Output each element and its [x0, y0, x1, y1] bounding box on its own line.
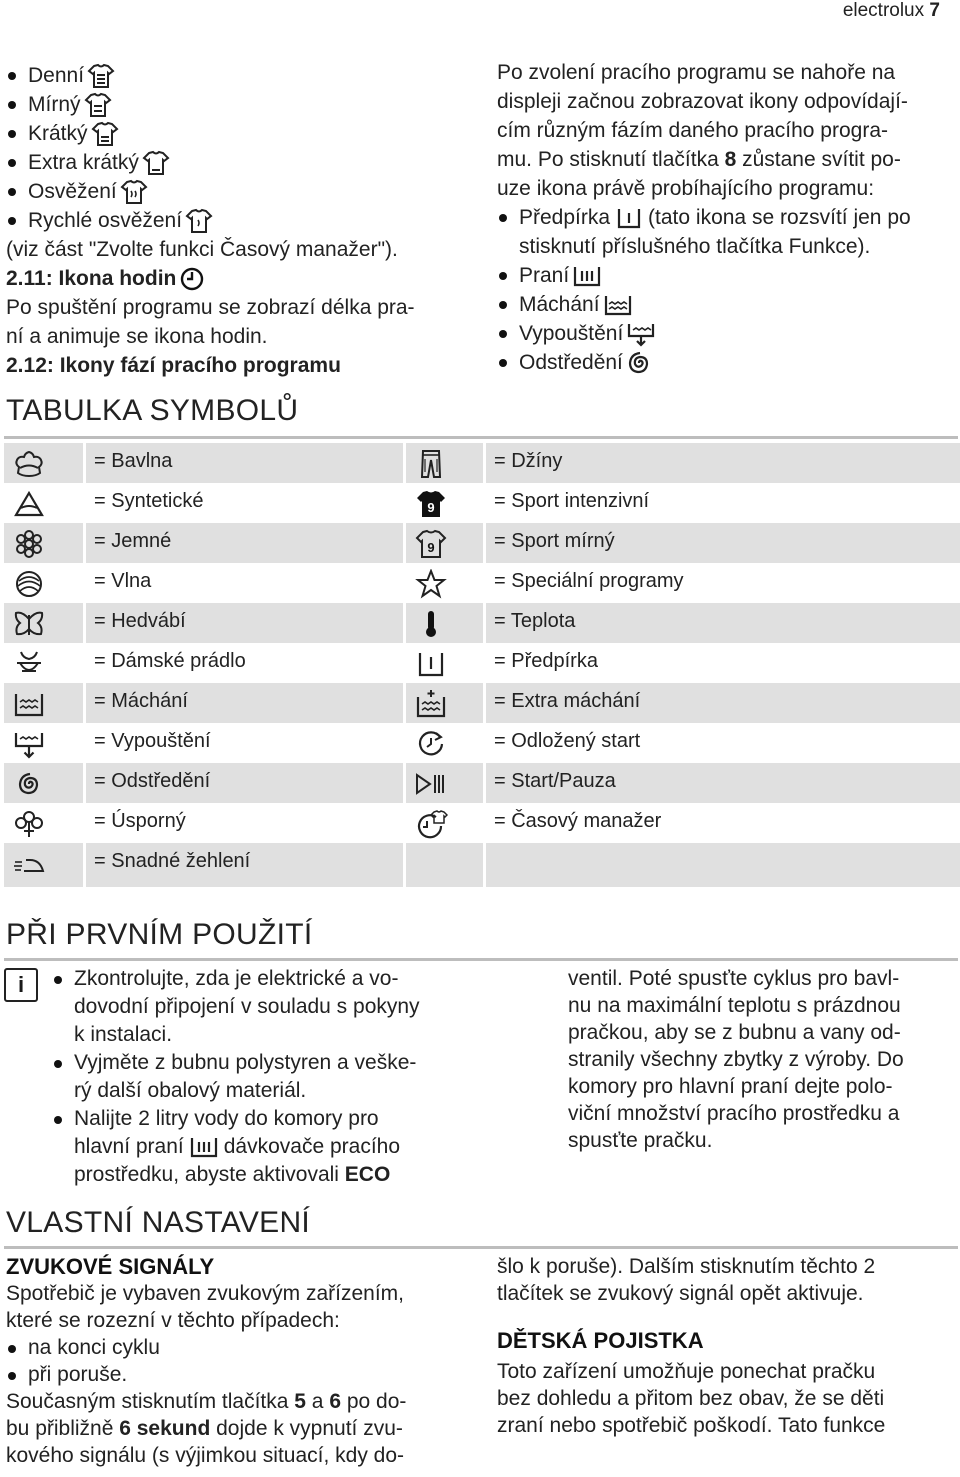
paragraph-line: [52, 1133, 482, 1161]
clock-icon: [179, 266, 205, 292]
symbol-cell: [406, 603, 483, 643]
tshirt-icon: [185, 208, 213, 234]
tshirt-icon: [87, 63, 115, 89]
symbol-cell: [406, 763, 483, 803]
symbol-label-cell: [86, 763, 403, 803]
eco-icon: [12, 809, 46, 844]
symbol-label-cell: [86, 843, 403, 887]
delay-start-icon: [414, 729, 448, 764]
list-item: [497, 261, 957, 290]
symbol-cell: [406, 643, 483, 683]
symbol-label: = Časový manažer: [494, 810, 662, 832]
list-item-label: Zkontrolujte, zda je elektrické a vo-: [74, 967, 399, 990]
program-list: [6, 61, 476, 380]
divider: [4, 958, 958, 961]
prewash-icon: [414, 649, 448, 684]
symbol-cell: [4, 483, 83, 523]
paragraph-line: cím různým fázím daného pracího progra-: [497, 119, 889, 142]
list-item-label: Krátký: [28, 122, 88, 145]
paragraph-line: k instalaci.: [74, 1023, 173, 1046]
symbol-label-cell: [486, 723, 960, 763]
symbol-label: = Teplota: [494, 610, 576, 632]
section-heading-2-11: [6, 264, 476, 293]
page-number: 7: [929, 0, 940, 21]
paragraph-line: Po zvolení pracího programu se nahoře na: [497, 61, 896, 84]
symbol-label: = Dámské prádlo: [94, 650, 246, 672]
symbol-label: = Máchání: [94, 690, 188, 712]
sound-signals-section: [6, 1253, 476, 1469]
list-item: [52, 1105, 482, 1133]
list-item-label: Praní: [519, 264, 570, 287]
paragraph-line: Spotřebič je vybaven zvukovým zařízením,: [6, 1282, 404, 1305]
list-item: [497, 319, 957, 348]
symbol-label: = Start/Pauza: [494, 770, 616, 792]
symbol-label: = Vypouštění: [94, 730, 211, 752]
list-item: [6, 1361, 476, 1388]
silk-butterfly-icon: [12, 609, 46, 644]
table-row: [4, 603, 960, 643]
paragraph-line: kového signálu (s výjimkou situací, kdy do-: [6, 1444, 405, 1467]
paragraph-line: zraní nebo spotřebič poškodí. Tato funkce: [497, 1414, 886, 1437]
symbol-cell: [4, 443, 83, 483]
symbol-label: = Sport mírný: [494, 530, 615, 552]
symbol-cell: [4, 803, 83, 843]
list-item: [497, 290, 957, 319]
text-span: dávkovače pracího: [223, 1135, 401, 1158]
paragraph-line: ní a animuje se ikona hodin.: [6, 325, 268, 348]
list-item-label: Denní: [28, 64, 85, 87]
eco-keyword: ECO: [344, 1163, 391, 1186]
list-item: [52, 965, 482, 993]
list-item-label: Vypouštění: [519, 322, 624, 345]
symbol-label-cell: [86, 643, 403, 683]
symbol-label-cell: [486, 803, 960, 843]
table-row: [4, 683, 960, 723]
tshirt-icon: [84, 92, 112, 118]
symbol-cell: [406, 483, 483, 523]
sport-digit: 9: [427, 500, 435, 515]
paragraph-line: nu na maximální teplotu s prázdnou: [568, 994, 901, 1017]
list-item-label: Rychlé osvěžení: [28, 209, 183, 232]
symbol-cell: [4, 563, 83, 603]
phase-description: [497, 58, 957, 377]
cotton-icon: [12, 449, 46, 484]
symbol-label: = Speciální programy: [494, 570, 684, 592]
sport-intensive-icon: [414, 489, 448, 524]
symbol-cell: [4, 763, 83, 803]
text-span: Současným stisknutím tlačítka: [6, 1390, 295, 1413]
symbol-label-cell: [86, 483, 403, 523]
paragraph-line: displeji začnou zobrazovat ikony odpovídají-: [497, 90, 908, 113]
paragraph-line: šlo k poruše). Dalším stisknutím těchto 2: [497, 1255, 876, 1278]
table-row: [4, 763, 960, 803]
sport-light-icon: [414, 529, 448, 564]
symbol-label: = Snadné žehlení: [94, 850, 251, 872]
symbol-label: = Džíny: [494, 450, 563, 472]
first-use-list: [52, 965, 482, 1189]
tshirt-icon: [120, 179, 148, 205]
list-item: [6, 90, 476, 119]
paragraph-line: které se rozezní v těchto případech:: [6, 1309, 340, 1332]
symbol-label: = Bavlna: [94, 450, 173, 472]
symbol-label: = Jemné: [94, 530, 172, 552]
table-row: [4, 723, 960, 763]
wool-icon: [12, 569, 46, 604]
lingerie-icon: [12, 649, 46, 684]
heading-text: 2.11: Ikona hodin: [6, 267, 177, 290]
symbol-label-cell: [486, 563, 960, 603]
symbol-label-cell: [486, 643, 960, 683]
list-item: [6, 206, 476, 235]
prewash-icon: [616, 206, 642, 230]
paragraph-line: bez dohledu a přitom bez obav, že se děti: [497, 1387, 885, 1410]
text-span: dojde k vypnutí zvu-: [210, 1417, 403, 1440]
list-item: [6, 177, 476, 206]
paragraph-line: uze ikona právě probíhajícího programu:: [497, 177, 875, 200]
jeans-icon: [414, 449, 448, 484]
list-item-label: na konci cyklu: [28, 1336, 160, 1359]
list-item: [52, 1049, 482, 1077]
first-use-continued: [568, 965, 958, 1154]
symbol-cell: [4, 523, 83, 563]
symbol-label: = Vlna: [94, 570, 152, 592]
paragraph-line: stisknutí příslušného tlačítka Funkce).: [519, 235, 871, 258]
drain-icon: [626, 321, 656, 347]
symbol-label-cell: [486, 763, 960, 803]
paragraph-line: [6, 1415, 476, 1442]
symbol-label: = Extra máchání: [494, 690, 641, 712]
symbol-cell: [4, 683, 83, 723]
settings-title: VLASTNÍ NASTAVENÍ: [6, 1206, 311, 1239]
sport-digit: 9: [427, 540, 435, 555]
table-row: [4, 483, 960, 523]
symbol-cell: [4, 643, 83, 683]
page-header: [843, 0, 940, 22]
list-item-label: Vyjměte z bubnu polystyren a veške-: [74, 1051, 417, 1074]
duration-text: 6 sekund: [119, 1417, 211, 1440]
symbol-label-cell: [486, 483, 960, 523]
text-span: a: [305, 1390, 330, 1413]
symbol-cell: [406, 563, 483, 603]
symbol-cell: [4, 723, 83, 763]
table-row: [4, 843, 960, 887]
symbol-label-cell: [86, 683, 403, 723]
paragraph-line: komory pro hlavní praní dejte polo-: [568, 1075, 893, 1098]
symbol-label-cell: [86, 723, 403, 763]
paragraph-line: ventil. Poté spusťte cyklus pro bavl-: [568, 967, 900, 990]
synthetics-icon: [12, 489, 46, 524]
symbol-label-cell: [86, 603, 403, 643]
list-item: [6, 148, 476, 177]
table-row: [4, 563, 960, 603]
list-item: [497, 203, 957, 232]
list-item-label: Mírný: [28, 93, 81, 116]
spin-icon: [626, 350, 652, 376]
symbol-cell: [4, 603, 83, 643]
button-number: 5: [294, 1390, 306, 1413]
info-icon: i: [4, 968, 38, 1002]
symbol-label-cell: [486, 603, 960, 643]
text-span: po do-: [341, 1390, 407, 1413]
drain-icon: [12, 729, 46, 764]
sound-signals-heading: ZVUKOVÉ SIGNÁLY: [6, 1254, 215, 1279]
button-number: 6: [329, 1390, 342, 1413]
section-heading-2-12: 2.12: Ikony fází pracího programu: [6, 354, 341, 377]
symbol-label-cell: [486, 443, 960, 483]
main-wash-icon: [189, 1135, 219, 1159]
list-item-label: Odstředění: [519, 351, 623, 374]
brand-name: electrolux: [842, 0, 925, 21]
button-number: 8: [724, 148, 737, 171]
spin-icon: [12, 769, 46, 804]
list-item: [497, 348, 957, 377]
paragraph-line: rý další obalový materiál.: [74, 1079, 307, 1102]
paragraph-line: stranily všechny zbytky z výroby. Do: [568, 1048, 904, 1071]
list-item-label: Nalijte 2 litry vody do komory pro: [74, 1107, 379, 1130]
symbol-label: = Odložený start: [494, 730, 641, 752]
list-item: [6, 61, 476, 90]
symbol-label: = Syntetické: [94, 490, 204, 512]
symbol-label: = Sport intenzivní: [494, 490, 650, 512]
tshirt-icon: [142, 150, 170, 176]
symbol-label: = Odstředění: [94, 770, 211, 792]
see-part-note: (viz část "Zvolte funkci Časový manažer").: [6, 238, 398, 261]
symbol-cell: [406, 523, 483, 563]
list-item-label: (tato ikona se rozsvítí jen po: [648, 206, 911, 229]
table-row: [4, 803, 960, 843]
divider: [4, 436, 958, 439]
symbol-label: = Úsporný: [94, 810, 186, 832]
paragraph-line: dovodní připojení v souladu s pokyny: [74, 995, 420, 1018]
list-item-label: Máchání: [519, 293, 600, 316]
list-item: [6, 119, 476, 148]
paragraph-line: spusťte pračku.: [568, 1129, 713, 1152]
list-item-label: při poruše.: [28, 1363, 128, 1386]
text-span: hlavní praní: [74, 1135, 184, 1158]
main-wash-icon: [572, 264, 602, 288]
paragraph-line: viční množství pracího prostředku a: [568, 1102, 900, 1125]
first-use-title: PŘI PRVNÍM POUŽITÍ: [6, 918, 313, 951]
paragraph-line: [52, 1161, 482, 1189]
star-icon: [414, 569, 448, 604]
child-lock-heading: DĚTSKÁ POJISTKA: [497, 1328, 704, 1353]
paragraph-line: Toto zařízení umožňuje ponechat pračku: [497, 1360, 876, 1383]
extra-rinse-icon: [414, 689, 448, 724]
list-item-label: Extra krátký: [28, 151, 139, 174]
symbol-label: = Hedvábí: [94, 610, 186, 632]
symbol-cell: [406, 683, 483, 723]
symbol-cell: [406, 723, 483, 763]
text-span: bu přibližně: [6, 1417, 120, 1440]
rinse-icon: [603, 293, 633, 317]
symbol-cell: [406, 803, 483, 843]
symbol-cell: [406, 443, 483, 483]
symbol-label-cell: [86, 803, 403, 843]
paragraph-line: [6, 1388, 476, 1415]
start-pause-icon: [414, 769, 448, 804]
text-span: zůstane svítit po-: [736, 148, 901, 171]
symbol-label-cell: [486, 523, 960, 563]
paragraph-line: Po spuštění programu se zobrazí délka pra-: [6, 296, 415, 319]
text-span: mu. Po stisknutí tlačítka: [497, 148, 725, 171]
paragraph-line: [497, 145, 957, 174]
time-manager-icon: [414, 809, 448, 844]
table-row: [4, 643, 960, 683]
symbol-cell: [406, 843, 483, 887]
symbol-label-cell: [486, 843, 960, 887]
paragraph-line: pračkou, aby se z bubnu a vany od-: [568, 1021, 901, 1044]
symbol-label-cell: [486, 683, 960, 723]
table-row: [4, 443, 960, 483]
thermometer-icon: [414, 609, 448, 644]
text-span: prostředku, abyste aktivovali: [74, 1163, 345, 1186]
delicates-icon: [12, 529, 46, 564]
symbol-cell: [4, 843, 83, 887]
paragraph-line: tlačítek se zvukový signál opět aktivuje.: [497, 1282, 864, 1305]
rinse-icon: [12, 689, 46, 724]
list-item-label: Osvěžení: [28, 180, 117, 203]
symbols-title: TABULKA SYMBOLŮ: [6, 394, 299, 427]
list-item: [6, 1334, 476, 1361]
divider: [4, 1246, 958, 1249]
tshirt-icon: [91, 121, 119, 147]
table-row: [4, 523, 960, 563]
symbol-label-cell: [86, 563, 403, 603]
settings-right-column: [497, 1253, 957, 1439]
symbol-label-cell: [86, 443, 403, 483]
list-item-label: Předpírka: [519, 206, 611, 229]
symbol-label-cell: [86, 523, 403, 563]
symbol-label: = Předpírka: [494, 650, 598, 672]
easy-iron-icon: [12, 849, 46, 884]
